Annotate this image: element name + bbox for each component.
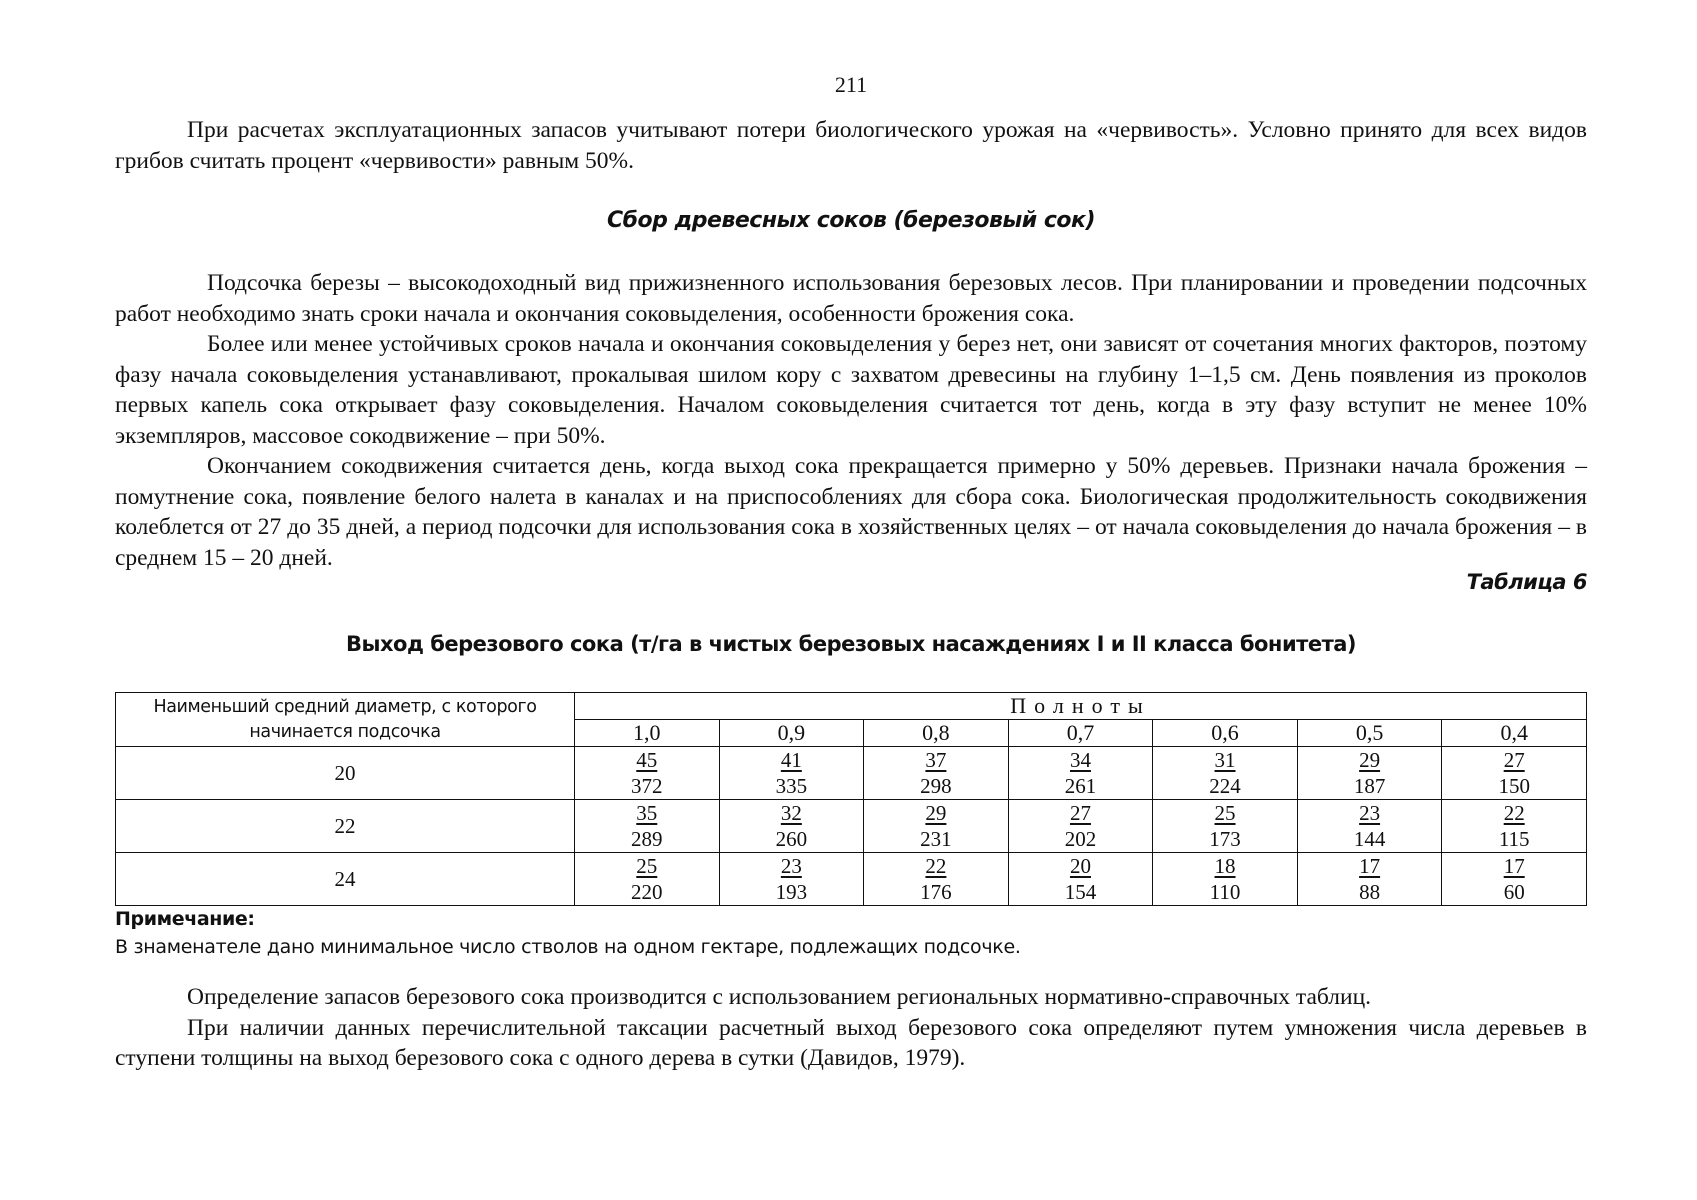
body-block (115, 268, 1587, 573)
yield-value: 35 (636, 801, 658, 825)
yield-cell (1297, 800, 1442, 853)
density-header: 0,9 (719, 720, 864, 747)
yield-cell (575, 800, 720, 853)
min-stems-value: 144 (1353, 827, 1386, 851)
yield-value: 22 (1503, 801, 1525, 825)
yield-value: 37 (925, 748, 947, 772)
min-stems-value: 224 (1209, 774, 1241, 798)
min-stems-value: 150 (1498, 774, 1530, 798)
min-stems-value: 187 (1353, 774, 1386, 798)
yield-cell (719, 747, 864, 800)
header-density: Полноты (575, 693, 1587, 720)
yield-value: 45 (636, 748, 658, 772)
yield-value: 23 (780, 854, 802, 878)
table-label: Таблица 6 (1466, 570, 1587, 594)
density-header: 0,5 (1297, 720, 1442, 747)
min-stems-value: 110 (1209, 880, 1241, 904)
table-row (116, 853, 1587, 906)
note-text: В знаменателе дано минимальное число стволов на одном гектаре, подлежащих подсочке. (115, 936, 1021, 958)
paragraph: При расчетах эксплуатационных запасов учитывают потери биологического урожая на «червивость». Условно принято для всех видов грибов считать процент «червивости» равным 50%. (115, 117, 1587, 174)
yield-value: 25 (1214, 801, 1236, 825)
diameter-cell: 24 (116, 853, 575, 906)
min-stems-value: 298 (920, 774, 952, 798)
yield-value: 20 (1069, 854, 1091, 878)
min-stems-value: 202 (1064, 827, 1097, 851)
table-row (116, 800, 1587, 853)
min-stems-value: 88 (1359, 880, 1381, 904)
density-header: 1,0 (575, 720, 720, 747)
sap-yield-table (115, 692, 1587, 906)
yield-value: 29 (1359, 748, 1381, 772)
yield-cell (1153, 853, 1298, 906)
min-stems-value: 335 (775, 774, 808, 798)
paragraph: Подсочка березы – высокодоходный вид прижизненного использования березовых лесов. При планировании и проведении подсочных работ необходимо знать сроки начала и окончания соковыделения, особенности брожения сока. (115, 270, 1587, 327)
yield-value: 31 (1214, 748, 1236, 772)
density-header: 0,4 (1442, 720, 1587, 747)
min-stems-value: 289 (631, 827, 663, 851)
yield-value: 32 (780, 801, 802, 825)
paragraph: Более или менее устойчивых сроков начала и окончания соковыделения у берез нет, они зависят от сочетания многих факторов, поэтому фазу начала соковыделения устанавливают, прокалывая шилом кору с захватом древесины на глубину 1–1,5 см. День появления из проколов первых капель сока открывает фазу соковыделения. Началом соковыделения считается тот день, когда в эту фазу вступит не менее 10% экземпляров, массовое сокодвижение – при 50%. (115, 331, 1587, 449)
density-header: 0,6 (1153, 720, 1298, 747)
yield-value: 29 (925, 801, 947, 825)
min-stems-value: 193 (775, 880, 808, 904)
yield-cell (575, 853, 720, 906)
page-number: 211 (834, 72, 868, 97)
yield-value: 22 (925, 854, 947, 878)
min-stems-value: 372 (631, 774, 663, 798)
min-stems-value: 176 (920, 880, 952, 904)
yield-cell (575, 747, 720, 800)
yield-cell (1442, 800, 1587, 853)
min-stems-value: 154 (1064, 880, 1097, 904)
paragraph: При наличии данных перечислительной таксации расчетный выход березового сока определяют путем умножения числа деревьев в ступени толщины на выход березового сока с одного дерева в сутки (Давидов, 1979). (115, 1014, 1587, 1071)
density-header: 0,7 (1008, 720, 1153, 747)
yield-value: 23 (1359, 801, 1381, 825)
yield-cell (719, 800, 864, 853)
yield-value: 25 (636, 854, 658, 878)
closing-block (115, 982, 1587, 1074)
table-title: Выход березового сока (т/га в чистых березовых насаждениях I и II класса бонитета) (345, 632, 1357, 656)
density-header: 0,8 (864, 720, 1009, 747)
yield-cell (1153, 747, 1298, 800)
yield-cell (719, 853, 864, 906)
yield-value: 27 (1069, 801, 1091, 825)
yield-cell (1153, 800, 1298, 853)
min-stems-value: 260 (775, 827, 808, 851)
yield-value: 27 (1503, 748, 1525, 772)
min-stems-value: 261 (1064, 774, 1097, 798)
yield-value: 41 (780, 748, 802, 772)
yield-cell (1442, 853, 1587, 906)
yield-cell (1008, 853, 1153, 906)
yield-cell (1442, 747, 1587, 800)
yield-cell (864, 800, 1009, 853)
min-stems-value: 231 (920, 827, 952, 851)
diameter-cell: 20 (116, 747, 575, 800)
section-title: Сбор древесных соков (березовый сок) (606, 208, 1095, 233)
yield-cell (864, 853, 1009, 906)
yield-cell (1008, 747, 1153, 800)
paragraph: Окончанием сокодвижения считается день, когда выход сока прекращается примерно у 50% деревьев. Признаки начала брожения – помутнение сока, появление белого налета в каналах и на приспособлениях для сбора сока. Биологическая продолжительность сокодвижения колеблется от 27 до 35 дней, а период подсочки для использования сока в хозяйственных целях – от начала соковыделения до начала брожения – в среднем 15 – 20 дней. (115, 453, 1587, 571)
yield-cell (1008, 800, 1153, 853)
yield-value: 34 (1069, 748, 1091, 772)
intro-block (115, 115, 1587, 176)
yield-value: 17 (1359, 854, 1381, 878)
min-stems-value: 60 (1503, 880, 1525, 904)
yield-cell (1297, 853, 1442, 906)
yield-cell (1297, 747, 1442, 800)
yield-cell (864, 747, 1009, 800)
paragraph: Определение запасов березового сока производится с использованием региональных нормативно-справочных таблиц. (187, 984, 1372, 1010)
note-heading: Примечание: (115, 908, 255, 930)
yield-value: 18 (1214, 854, 1236, 878)
diameter-cell: 22 (116, 800, 575, 853)
header-diameter: Наименьший средний диаметр, с которого начинается подсочка (116, 693, 575, 747)
min-stems-value: 220 (631, 880, 663, 904)
table-row (116, 747, 1587, 800)
min-stems-value: 173 (1209, 827, 1241, 851)
yield-value: 17 (1503, 854, 1525, 878)
min-stems-value: 115 (1498, 827, 1530, 851)
